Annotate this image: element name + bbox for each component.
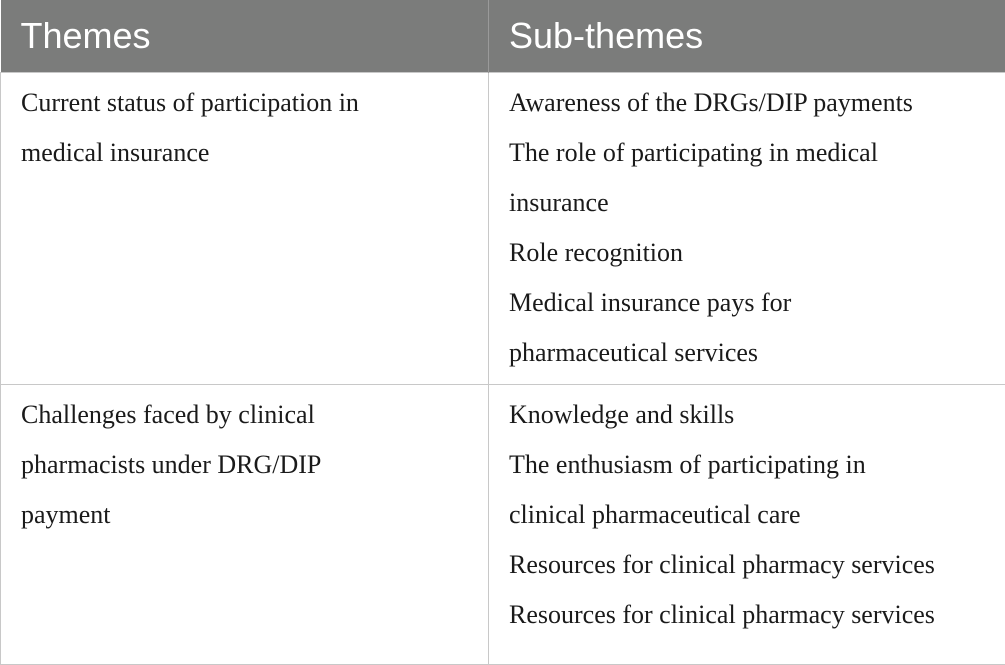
header-sub-themes: Sub-themes <box>489 0 1005 72</box>
theme-cell: Current status of participation in medical insurance <box>1 72 489 384</box>
header-row <box>1 0 1005 72</box>
subtheme-item: Resources for clinical pharmacy services <box>509 590 991 640</box>
table-row <box>1 72 1005 384</box>
subtheme-item: Medical insurance pays for pharmaceutical services <box>509 278 991 378</box>
subtheme-item: Awareness of the DRGs/DIP payments <box>509 78 991 128</box>
subtheme-item: The enthusiasm of participating in clinical pharmaceutical care <box>509 440 991 540</box>
subtheme-item: The role of participating in medical insurance <box>509 128 991 228</box>
header-themes: Themes <box>1 0 489 72</box>
subtheme-item: Resources for clinical pharmacy services <box>509 540 991 590</box>
subtheme-item: Role recognition <box>509 228 991 278</box>
subthemes-cell <box>489 384 1005 664</box>
table-row <box>1 384 1005 664</box>
subthemes-cell <box>489 72 1005 384</box>
subtheme-item: Knowledge and skills <box>509 390 991 440</box>
theme-cell: Challenges faced by clinical pharmacists under DRG/DIP payment <box>1 384 489 664</box>
